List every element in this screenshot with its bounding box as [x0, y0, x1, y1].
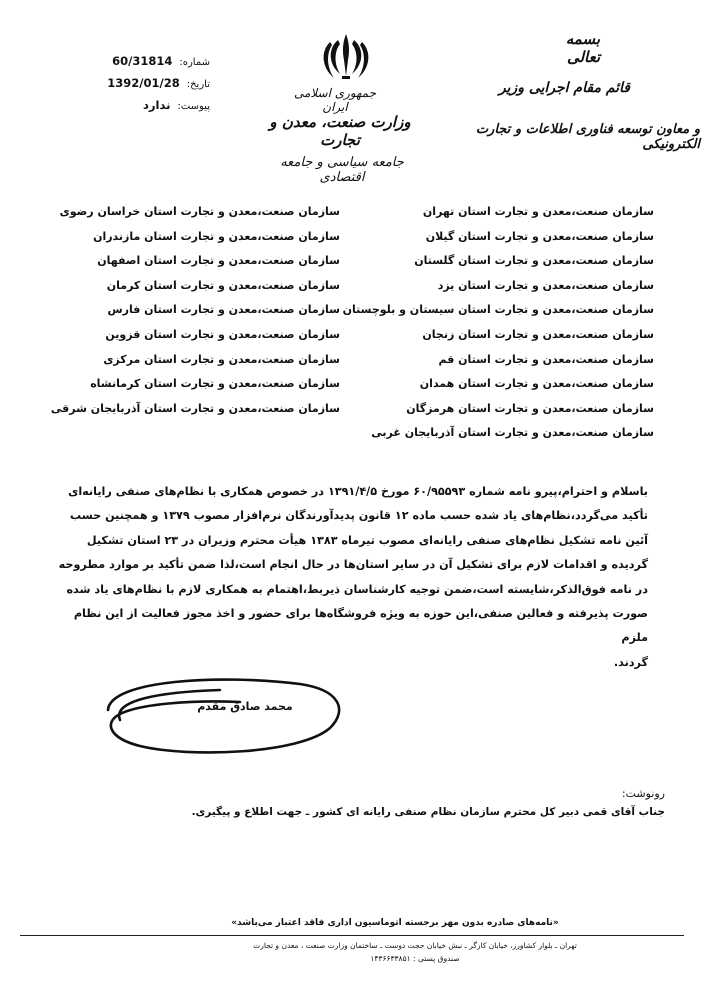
footer-address: تهران ـ بلوار کشاورز، خیابان کارگر ـ نبش خیابان حجت دوست ـ ساختمان وزارت صنعت ، معدن و تجارت	[253, 941, 577, 950]
body-line: تأکید می‌گردد،نظام‌های یاد شده حسب ماده ۱۲ قانون پدیدآورندگان نرم‌افزار مصوب ۱۳۷۹ و همچنین حسب	[69, 509, 648, 523]
body-line: آئین نامه تشکیل نظام‌های صنفی رایانه‌ای مصوب تیرماه ۱۳۸۳ هیأت محترم وزیران در ۲۳ استان تشکیل	[86, 533, 648, 547]
recipient: سازمان صنعت،معدن و تجارت استان آذربایجان غربی	[371, 426, 654, 440]
recipient: سازمان صنعت،معدن و تجارت استان اصفهان	[97, 254, 340, 268]
recipient: سازمان صنعت،معدن و تجارت استان گلستان	[414, 254, 654, 268]
recipient: سازمان صنعت،معدن و تجارت استان آذربایجان شرقی	[50, 401, 340, 415]
organization-title: و معاون توسعه فناوری اطلاعات و تجارت الکترونیکی	[475, 122, 700, 152]
letter-body	[48, 480, 648, 675]
assembly-caption: جامعه سیاسی و جامعه اقتصادی	[280, 155, 404, 185]
body-line: باسلام و احترام،پیرو نامه شماره ۶۰/۹۵۵۹۳ مورخ ۱۳۹۱/۴/۵ در خصوص همکاری با نظام‌های صنفی رایانه‌ای	[68, 485, 648, 498]
recipient: سازمان صنعت،معدن و تجارت استان قزوین	[105, 327, 340, 341]
recipient: سازمان صنعت،معدن و تجارت استان کرمان	[106, 278, 340, 292]
recipient: سازمان صنعت،معدن و تجارت استان همدان	[419, 377, 654, 391]
recipient: سازمان صنعت،معدن و تجارت استان فارس	[107, 303, 340, 317]
ministry-title: وزارت صنعت، معدن و تجارت	[269, 113, 411, 149]
recipient: سازمان صنعت،معدن و تجارت استان سیستان و بلوچستان	[342, 303, 654, 317]
recipients-left-column	[40, 200, 340, 421]
recipients-right-column	[342, 200, 654, 446]
deputy-title: قائم مقام اجرایی وزیر	[498, 80, 630, 96]
letter-date	[50, 76, 210, 94]
letter-attachment-value: ندارد	[143, 98, 171, 112]
footer-postal: صندوق پستی : ۱۴۳۶۶۳۳۸۵۱	[370, 954, 460, 963]
iran-emblem-icon	[316, 30, 376, 82]
recipient: سازمان صنعت،معدن و تجارت استان هرمزگان	[406, 401, 654, 415]
recipient: سازمان صنعت،معدن و تجارت استان یزد	[437, 278, 654, 292]
footer-divider	[20, 935, 684, 936]
bismillah: بسمه تعالی	[565, 30, 600, 66]
recipient: سازمان صنعت،معدن و تجارت استان مرکزی	[103, 352, 340, 366]
cc-text: جناب آقای قمی دبیر کل محترم سازمان نظام صنفی رایانه ای کشور ـ جهت اطلاع و پیگیری.	[191, 806, 665, 818]
recipient: سازمان صنعت،معدن و تجارت استان گیلان	[425, 229, 654, 243]
letter-number-value: 60/31814	[112, 54, 173, 68]
recipient: سازمان صنعت،معدن و تجارت استان زنجان	[422, 327, 654, 341]
recipient: سازمان صنعت،معدن و تجارت استان مازندران	[93, 229, 340, 243]
letter-number	[50, 54, 210, 72]
body-line: گردیده و اقدامات لازم برای تشکیل آن در سایر استان‌ها در حال انجام است،لذا ضمن تأکید بر موارد مطروحه	[58, 558, 648, 572]
letter-number-label: شماره:	[179, 57, 210, 68]
signatory-name: محمد صادق مقدم	[197, 700, 293, 713]
recipient: سازمان صنعت،معدن و تجارت استان خراسان رضوی	[59, 205, 340, 218]
body-line: در نامه فوق‌الذکر،شایسته است،ضمن توجیه کارشناسان ذیربط،اهتمام به همکاری لازم با نظام‌های یاد شده	[66, 582, 648, 596]
cc-label: رونوشت:	[621, 787, 665, 800]
body-line: گردند.	[613, 655, 648, 669]
letter-attachment	[50, 98, 210, 116]
recipient: سازمان صنعت،معدن و تجارت استان کرمانشاه	[90, 377, 340, 391]
footer-note: «نامه‌های صادره بدون مهر برجسته اتوماسیون اداری فاقد اعتبار می‌باشد»	[231, 918, 559, 928]
republic-caption: جمهوری اسلامی ایران	[293, 86, 377, 114]
recipient: سازمان صنعت،معدن و تجارت استان تهران	[422, 205, 654, 218]
signature-scribble-icon	[100, 670, 350, 760]
body-line: صورت پذیرفته و فعالین صنفی،این حوزه به ویژه فروشگاه‌ها برای حضور و اخذ مجوز فعالیت از این نظام ملزم	[73, 607, 648, 645]
recipient: سازمان صنعت،معدن و تجارت استان قم	[438, 352, 654, 366]
letter-date-label: تاریخ:	[186, 79, 210, 90]
letter-date-value: 1392/01/28	[107, 76, 180, 90]
letter-attachment-label: پیوست:	[177, 101, 210, 112]
